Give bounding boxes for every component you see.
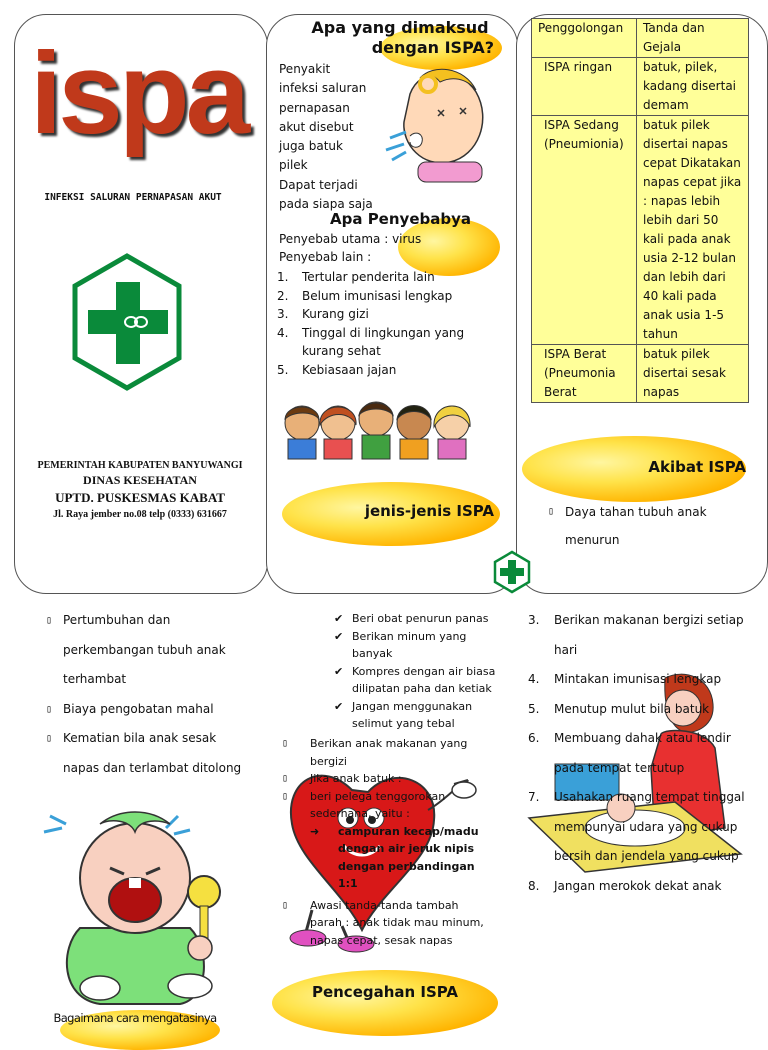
list-item: ▯ beri pelega tenggorokan sederhana, yaitu :	[282, 788, 502, 823]
table-header-cell: Penggolongan	[532, 19, 637, 58]
ispa-title: ispa	[30, 28, 247, 158]
list-item: 3. Kurang gizi	[277, 307, 369, 321]
definition-line: Penyakit	[279, 62, 331, 76]
table-cell: ISPA Berat (Pneumonia Berat	[532, 345, 637, 403]
health-logo-small	[493, 550, 531, 594]
unit-name: UPTD. PUSKESMAS KABAT	[55, 490, 225, 505]
bullet-icon: ▯	[282, 773, 289, 784]
table-cell: ISPA Sedang (Pneumionia)	[532, 116, 637, 345]
list-item: 6. Membuang dahak atau lendir pada tempat tertutup	[528, 731, 731, 775]
definition-line: infeksi saluran	[279, 81, 367, 96]
bullet-icon: ▯	[46, 703, 53, 715]
classification-table	[531, 18, 749, 403]
list-item: 7. Usahakan ruang tempat tinggal mempunyai udara yang cukup bersih dan jendela yang cukup	[528, 790, 745, 863]
check-icon: ✔	[334, 629, 344, 643]
dept-name: DINAS KESEHATAN	[83, 473, 197, 487]
subtitle: INFEKSI SALURAN PERNAPASAN AKUT	[44, 192, 222, 203]
list-item: ➜ campuran kecap/madu dengan air jeruk nipis dengan perbandingan 1:1	[310, 823, 502, 893]
list-item: ▯ Berikan anak makanan yang bergizi	[282, 735, 502, 770]
list-item: ✔ Beri obat penurun panas	[334, 610, 504, 628]
crying-baby-illustration	[40, 808, 230, 1008]
heading-effects: Akibat ISPA	[648, 458, 746, 476]
definition-line: pernapasan	[279, 100, 350, 115]
effect-item: ▯ Daya tahan tubuh anak menurun	[548, 498, 718, 554]
heading-what-is-ispa-2: dengan ISPA?	[371, 38, 494, 57]
cause-other-label: Penyebab lain :	[279, 250, 372, 264]
list-item: 1. Tertular penderita lain	[277, 270, 435, 284]
list-item: 3. Berikan makanan bergizi setiap hari	[528, 613, 744, 657]
bullet-icon: ▯	[46, 615, 53, 626]
list-item: 8. Jangan merokok dekat anak	[528, 878, 722, 893]
address: Jl. Raya jember no.08 telp (0333) 631667	[53, 509, 227, 520]
list-item: ✔ Berikan minum yang banyak	[334, 628, 504, 663]
heading-ellipse-5	[272, 970, 498, 1036]
table-row	[532, 116, 749, 345]
table-cell: batuk pilek disertai napas cepat Dikatakan napas cepat jika : napas lebih lebih dari 50 kali pada anak usia 2-12 bulan dan lebih dari 40 kali pada anak usia 1-5 tahun	[637, 116, 749, 345]
list-item: ✔ Kompres dengan air biasa dilipatan paha dan ketiak	[334, 663, 504, 698]
list-item: ▯ Jika anak batuk :	[282, 770, 502, 788]
arrow-icon: ➜	[310, 824, 320, 838]
list-item: 2. Belum imunisasi lengkap	[277, 288, 453, 303]
list-item: 5. Kebiasaan jajan	[277, 362, 397, 377]
cause-main: Penyebab utama : virus	[279, 232, 422, 246]
table-row	[532, 58, 749, 116]
table-cell: batuk pilek disertai sesak napas	[637, 345, 749, 403]
list-item: ▯ Kematian bila anak sesak napas dan terlambat ditolong	[46, 724, 256, 783]
handling-list	[282, 735, 502, 949]
bullet-icon: ▯	[282, 738, 289, 749]
list-item: ✔ Jangan menggunakan selimut yang tebal	[334, 698, 504, 733]
table-row	[532, 345, 749, 403]
definition-line: Dapat terjadi	[279, 177, 358, 192]
heading-what-is-ispa-1: Apa yang dimaksud	[311, 18, 489, 37]
heading-causes: Apa Penyebabya	[330, 210, 471, 228]
table-header-cell: Tanda dan Gejala	[637, 19, 749, 58]
list-item: 4. Mintakan imunisasi lengkap	[528, 672, 722, 686]
heading-prevention: Pencegahan ISPA	[311, 983, 459, 1001]
check-icon: ✔	[334, 664, 344, 678]
list-item: ▯ Pertumbuhan dan perkembangan tubuh anak terhambat	[46, 606, 256, 695]
definition-line: akut disebut	[279, 119, 354, 134]
footer-how-to-handle: Bagaimana cara mengatasinya	[53, 1011, 217, 1025]
table-header-row	[532, 19, 749, 58]
definition-line: pada siapa saja	[279, 197, 373, 212]
list-item: ▯ Biaya pengobatan mahal	[46, 695, 256, 725]
handling-sublist	[334, 610, 504, 733]
heading-types: jenis-jenis ISPA	[364, 502, 494, 520]
bullet-icon: ▯	[282, 899, 289, 911]
table-cell: batuk, pilek, kadang disertai demam	[637, 58, 749, 116]
bullet-icon: ▯	[548, 506, 555, 517]
org-name: PEMERINTAH KABUPATEN BANYUWANGI	[37, 460, 243, 471]
list-item: ▯ Awasi tanda-tanda tambah parah : anak tidak mau minum, napas cepat, sesak napas	[282, 897, 502, 950]
list-item: 5. Menutup mulut bila batuk	[528, 701, 710, 716]
bullet-icon: ▯	[282, 790, 289, 802]
children-illustration	[282, 391, 474, 461]
causes-list	[277, 268, 477, 379]
prevention-list	[528, 606, 756, 901]
health-logo	[70, 252, 185, 392]
table-cell: ISPA ringan	[532, 58, 637, 116]
sneezing-child-illustration	[380, 64, 490, 186]
check-icon: ✔	[334, 699, 344, 713]
definition-line: juga batuk	[279, 139, 343, 154]
effects-list	[46, 606, 256, 783]
list-item: 4. Tinggal di lingkungan yang kurang sehat	[277, 325, 465, 358]
bullet-icon: ▯	[46, 733, 53, 744]
definition-line: pilek	[279, 158, 308, 173]
check-icon: ✔	[334, 612, 344, 625]
